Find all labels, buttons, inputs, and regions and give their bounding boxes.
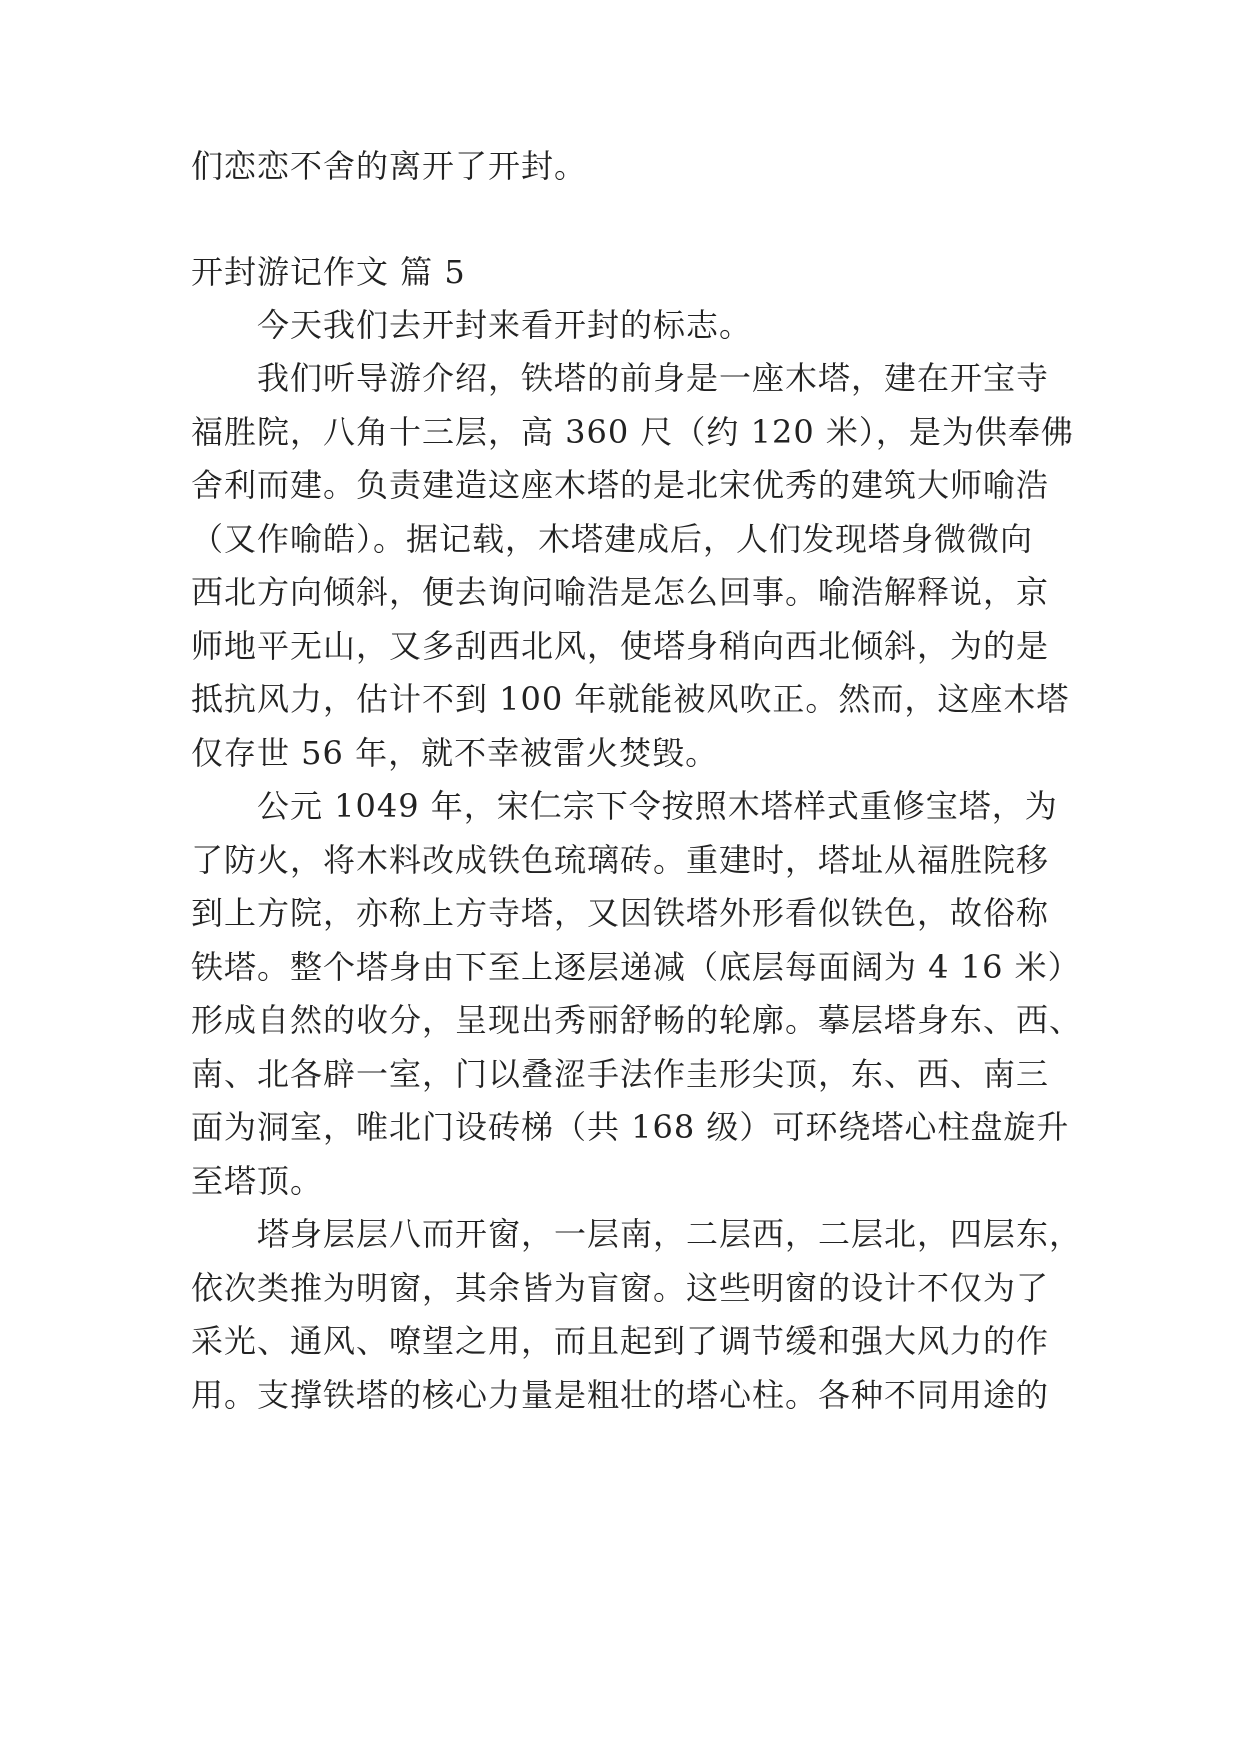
paragraph-3-line-5: 形成自然的收分，呈现出秀丽舒畅的轮廓。摹层塔身东、西、 (191, 1001, 1083, 1039)
paragraph-2-line-5: 西北方向倾斜，便去询问喻浩是怎么回事。喻浩解释说，京 (191, 573, 1050, 611)
paragraph-3-line-3: 到上方院，亦称上方寺塔，又因铁塔外形看似铁色，故俗称 (191, 894, 1050, 932)
paragraph-3-line-2: 了防火，将木料改成铁色琉璃砖。重建时，塔址从福胜院移 (191, 841, 1050, 879)
paragraph-4-line-4: 用。支撑铁塔的核心力量是粗壮的塔心柱。各种不同用途的 (191, 1376, 1050, 1414)
paragraph-2-line-8: 仅存世 56 年，就不幸被雷火焚毁。 (191, 734, 719, 772)
paragraph-2-line-2: 福胜院，八角十三层，高 360 尺（约 120 米），是为供奉佛 (191, 413, 1074, 451)
paragraph-2-line-1: 我们听导游介绍，铁塔的前身是一座木塔，建在开宝寺 (257, 359, 1050, 397)
paragraph-3-line-8: 至塔顶。 (191, 1162, 324, 1200)
paragraph-3-line-4: 铁塔。整个塔身由下至上逐层递减（底层每面阔为 4 16 米） (191, 948, 1081, 986)
previous-paragraph-tail: 们恋恋不舍的离开了开封。 (191, 147, 588, 185)
paragraph-2-line-3: 舍利而建。负责建造这座木塔的是北宋优秀的建筑大师喻浩 (191, 466, 1050, 504)
paragraph-2-line-7: 抵抗风力，估计不到 100 年就能被风吹正。然而，这座木塔 (191, 680, 1070, 718)
paragraph-2-line-4: （又作喻皓）。据记载，木塔建成后，人们发现塔身微微向 (191, 520, 1034, 558)
paragraph-3-line-1: 公元 1049 年，宋仁宗下令按照木塔样式重修宝塔，为 (257, 787, 1058, 825)
paragraph-3-line-6: 南、北各辟一室，门以叠涩手法作圭形尖顶，东、西、南三 (191, 1055, 1050, 1093)
section-title: 开封游记作文 篇 5 (191, 253, 466, 291)
paragraph-1-line-1: 今天我们去开封来看开封的标志。 (257, 306, 753, 344)
paragraph-2-line-6: 师地平无山，又多刮西北风，使塔身稍向西北倾斜，为的是 (191, 627, 1050, 665)
paragraph-4-line-2: 依次类推为明窗，其余皆为盲窗。这些明窗的设计不仅为了 (191, 1269, 1050, 1307)
paragraph-4-line-1: 塔身层层八而开窗，一层南，二层西，二层北，四层东， (257, 1215, 1083, 1253)
paragraph-4-line-3: 采光、通风、嘹望之用，而且起到了调节缓和强大风力的作 (191, 1322, 1050, 1360)
paragraph-3-line-7: 面为洞室，唯北门设砖梯（共 168 级）可环绕塔心柱盘旋升 (191, 1108, 1070, 1146)
